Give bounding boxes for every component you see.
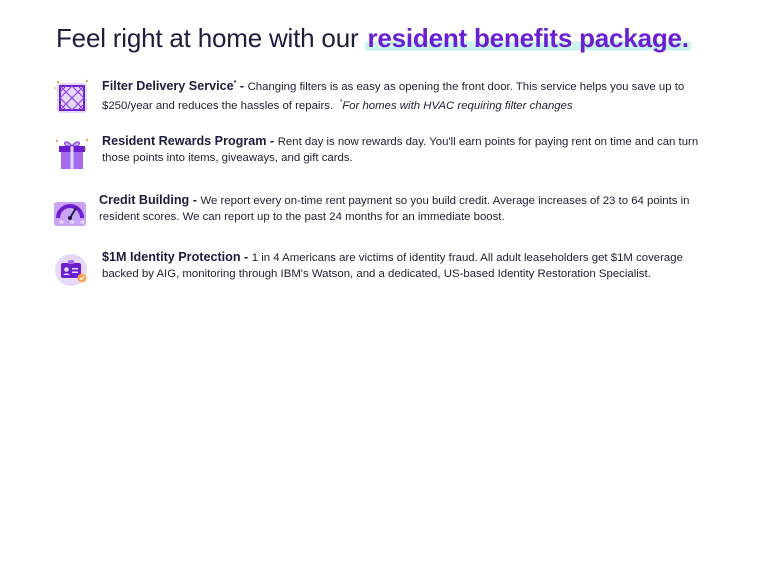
benefit-resident-rewards-text bbox=[102, 133, 722, 166]
benefit-description: 1 in 4 Americans are victims of identity fraud. All adult leaseholders get $1M coverage backed by AIG, monitoring through IBM's Watson, and a dedicated, US-based Identity Restoration Specialist. bbox=[102, 252, 683, 280]
benefit-filter-delivery-text bbox=[102, 76, 722, 114]
gift-icon bbox=[52, 135, 92, 175]
credit-gauge-icon bbox=[52, 194, 92, 234]
benefit-separator: - bbox=[240, 250, 252, 264]
benefit-title: Resident Rewards Program bbox=[102, 134, 267, 148]
benefit-separator: - bbox=[266, 134, 278, 148]
benefit-separator: - bbox=[189, 193, 201, 207]
headline-lead: Feel right at home with our bbox=[56, 23, 366, 53]
benefit-description: We report every on-time rent payment so you build credit. Average increases of 23 to 64 points in resident scores. We can report up to the past 24 months for an immediate boost. bbox=[99, 195, 690, 223]
identity-card-icon bbox=[52, 251, 92, 291]
benefit-identity-protection bbox=[52, 249, 752, 293]
benefit-description: Changing filters is as easy as opening the front door. This service helps you save up to $250/year and reduces the hassles of repairs. bbox=[102, 81, 685, 112]
benefit-filter-delivery bbox=[52, 76, 752, 120]
headline-accent: resident benefits package. bbox=[367, 23, 689, 53]
benefit-title: $1M Identity Protection bbox=[102, 250, 241, 264]
benefit-credit-building-text bbox=[99, 192, 719, 225]
benefit-description: Rent day is now rewards day. You'll earn points for paying rent on time and can turn those points into items, giveaways, and gift cards. bbox=[102, 136, 699, 164]
benefit-identity-protection-text bbox=[102, 249, 722, 282]
benefit-footnote: *For homes with HVAC requiring filter changes bbox=[339, 99, 573, 112]
page-headline bbox=[56, 20, 756, 56]
benefit-title: Filter Delivery Service* bbox=[102, 79, 237, 94]
filter-icon bbox=[52, 78, 92, 118]
benefit-title: Credit Building bbox=[99, 193, 190, 207]
benefit-resident-rewards bbox=[52, 133, 752, 177]
benefit-credit-building bbox=[52, 192, 752, 236]
benefit-separator: - bbox=[236, 79, 248, 94]
